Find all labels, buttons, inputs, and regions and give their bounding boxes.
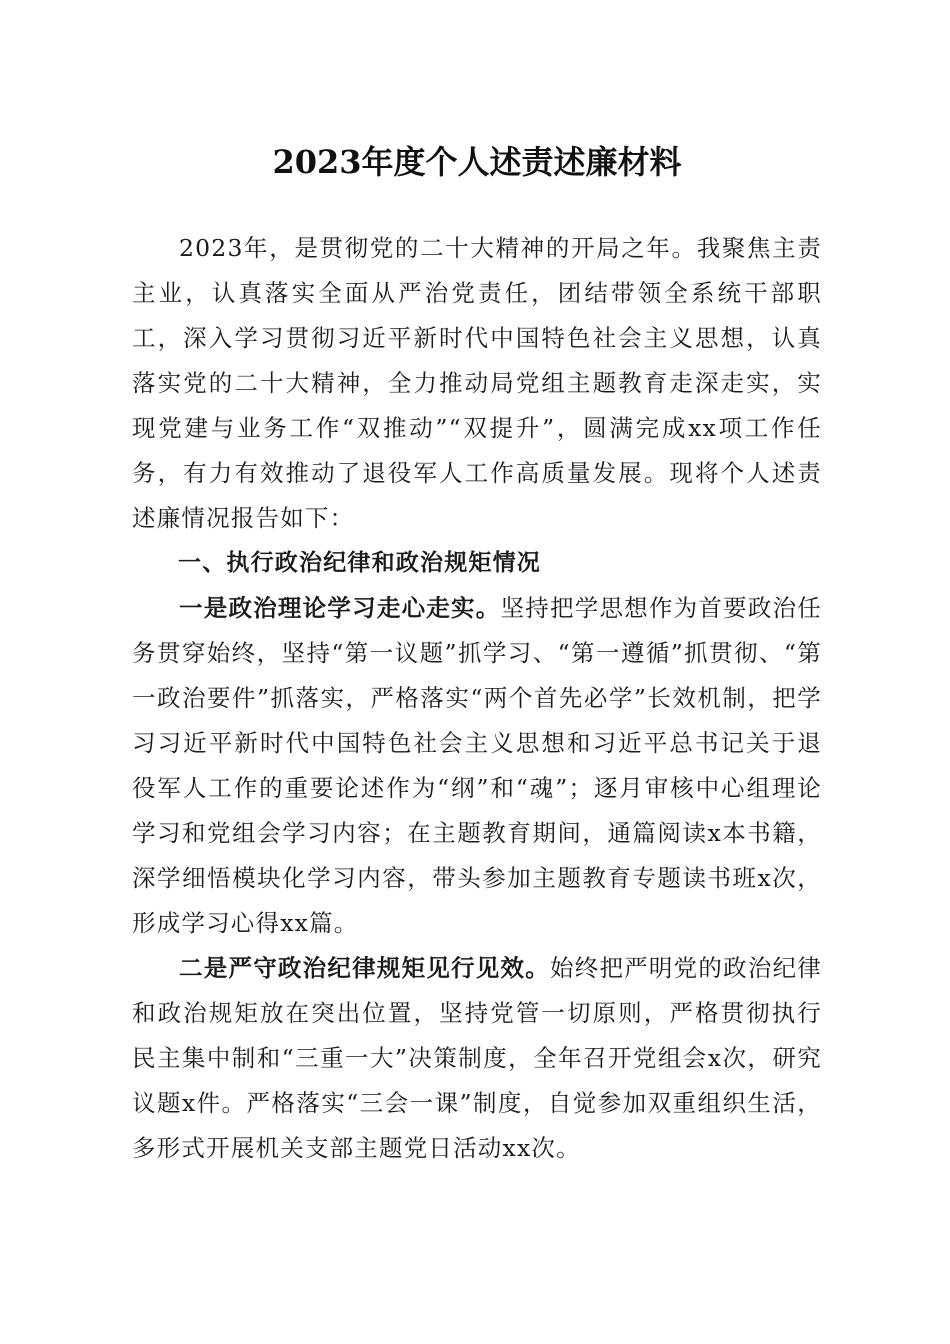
- section-heading-1: 一、执行政治纪律和政治规矩情况: [178, 550, 541, 576]
- section-1-item-1: [132, 586, 822, 946]
- intro-paragraph: 2023年，是贯彻党的二十大精神的开局之年。我聚焦主责主业，认真落实全面从严治党责任，团结带领全系统干部职工，深入学习贯彻习近平新时代中国特色社会主义思想，认真落实党的二十大精神，全力推动局党组主题教育走深走实，实现党建与业务工作“双推动”“双提升”，圆满完成xx项工作任务，有力有效推动了退役军人工作高质量发展。现将个人述责述廉情况报告如下：: [132, 234, 822, 532]
- document-title: 2023年度个人述责述廉材料: [272, 143, 682, 181]
- document-body: [132, 226, 822, 1171]
- item-2-lead: 二是严守政治纪律规矩见行见效。: [179, 954, 550, 982]
- item-1-lead: 一是政治理论学习走心走实。: [179, 594, 501, 622]
- item-2-body: 始终把严明党的政治纪律和政治规矩放在突出位置，坚持党管一切原则，严格贯彻执行民主集中制和“三重一大”决策制度，全年召开党组会x次，研究议题x件。严格落实“三会一课”制度，自觉参加双重组织生活，多形式开展机关支部主题党日活动xx次。: [132, 954, 823, 1162]
- section-1-item-2: [132, 946, 822, 1171]
- item-1-body: 坚持把学思想作为首要政治任务贯穿始终，坚持“第一议题”抓学习、“第一遵循”抓贯彻、“第一政治要件”抓落实，严格落实“两个首先必学”长效机制，把学习习近平新时代中国特色社会主义思想和习近平总书记关于退役军人工作的重要论述作为“纲”和“魂”；逐月审核中心组理论学习和党组会学习内容；在主题教育期间，通篇阅读x本书籍，深学细悟模块化学习内容，带头参加主题教育专题读书班x次，形成学习心得xx篇。: [132, 594, 822, 937]
